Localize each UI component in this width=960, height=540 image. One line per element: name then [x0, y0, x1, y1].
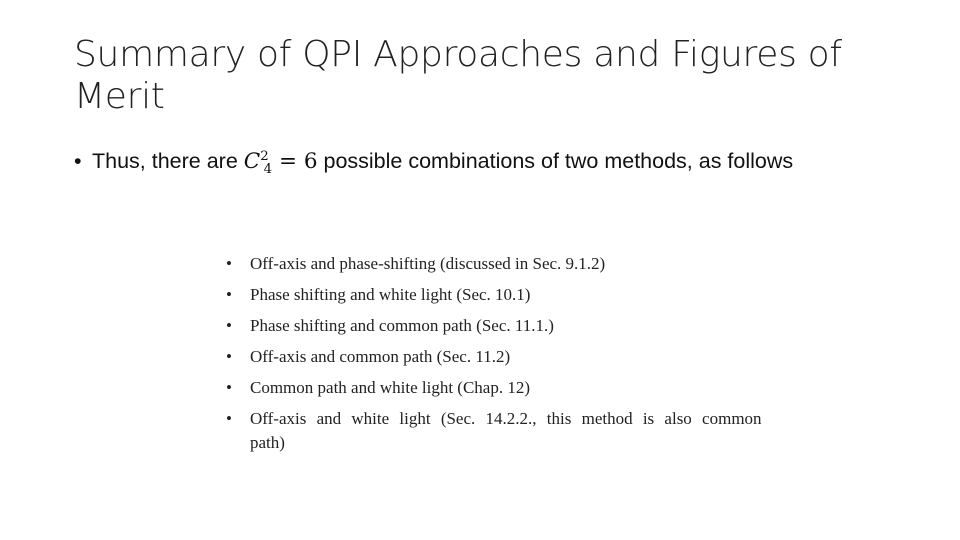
bullet-icon: •: [226, 316, 232, 335]
list-item: [226, 407, 786, 455]
list-item-text: Common path and white light (Chap. 12): [250, 378, 530, 397]
bullet-icon: •: [226, 378, 232, 397]
bullet-icon: •: [226, 285, 232, 304]
combination-formula: [243, 149, 318, 177]
list-item-text: Off-axis and phase-shifting (discussed in Sec. 9.1.2): [250, 254, 606, 273]
list-item: [226, 314, 786, 338]
main-bullet-text-before: Thus, there are: [92, 149, 244, 173]
formula-superscript: 2: [260, 149, 269, 165]
bullet-icon: •: [74, 149, 82, 173]
combination-list: [226, 252, 786, 462]
bullet-icon: •: [226, 347, 232, 366]
formula-equals: = 6: [272, 149, 318, 174]
bullet-icon: •: [226, 254, 232, 273]
formula-subscript: 4: [263, 161, 273, 177]
main-bullet-text-after: possible combinations of two methods, as follows: [317, 149, 794, 173]
main-bullet-text: [92, 147, 854, 179]
list-item: [226, 376, 786, 400]
bullet-icon: •: [226, 409, 232, 428]
list-item: [226, 283, 786, 307]
list-item-text: Off-axis and common path (Sec. 11.2): [250, 347, 511, 366]
main-bullet: [74, 147, 854, 179]
list-item-text: Phase shifting and common path (Sec. 11.1.): [250, 316, 554, 335]
slide-title: Summary of QPI Approaches and Figures of Merit: [74, 34, 842, 117]
formula-base: C: [243, 149, 261, 174]
list-item-text: Phase shifting and white light (Sec. 10.1): [250, 285, 531, 304]
list-item-text: Off-axis and white light (Sec. 14.2.2., this method is also common path): [250, 409, 762, 452]
list-item: [226, 252, 786, 276]
list-item: [226, 345, 786, 369]
